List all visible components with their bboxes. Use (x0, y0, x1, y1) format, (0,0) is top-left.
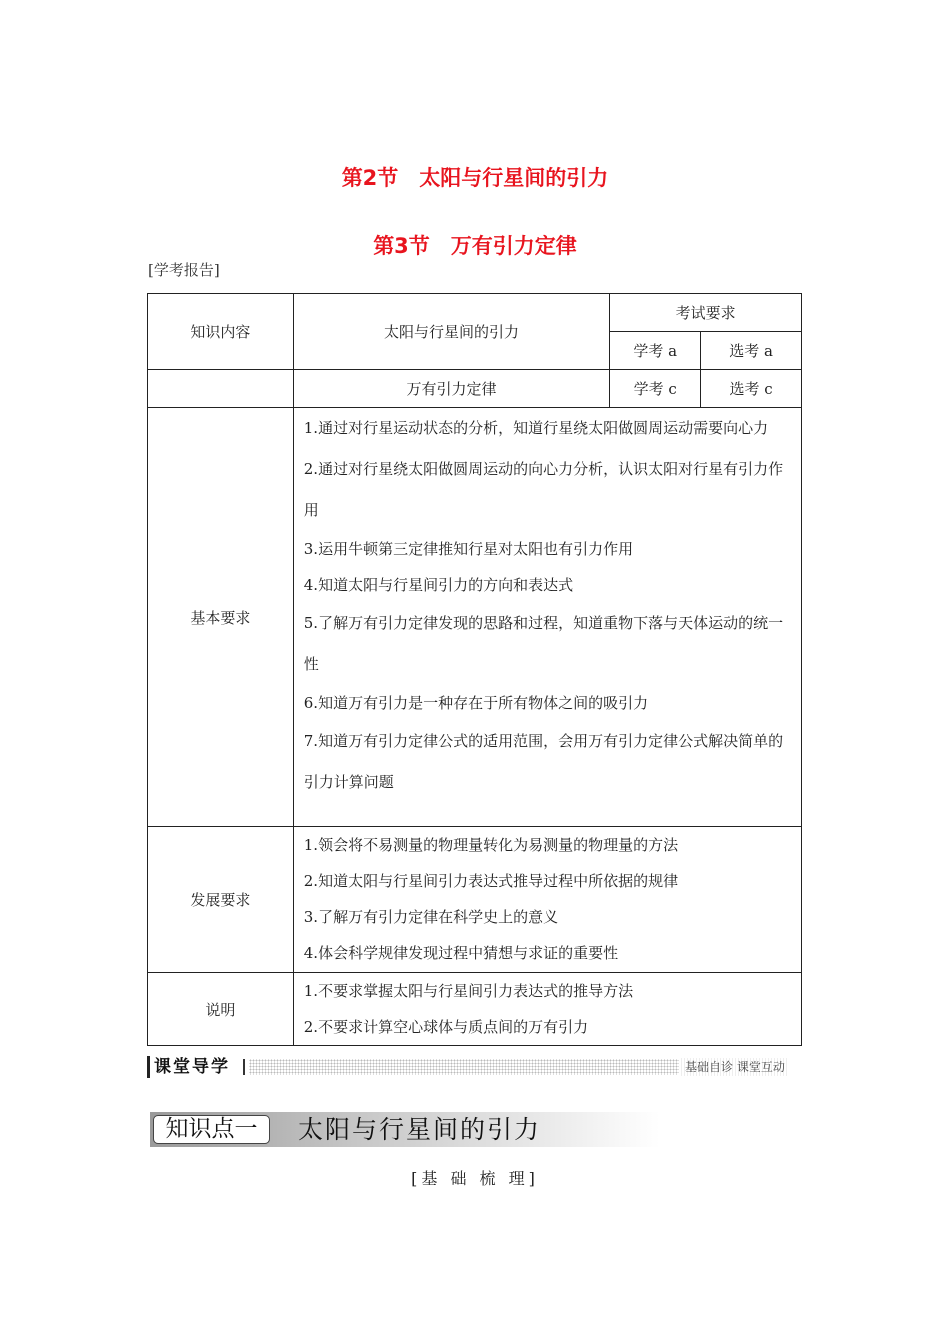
develop-item: 3.了解万有引力定律在科学史上的意义 (303, 908, 559, 926)
section-bar (147, 1056, 817, 1078)
requirements-table (147, 293, 802, 1046)
knowledge-point-name: 太阳与行星间的引力 (298, 1115, 542, 1144)
develop-item: 4.体会科学规律发现过程中猜想与求证的重要性 (303, 944, 619, 962)
develop-label: 发展要求 (148, 827, 294, 973)
xuankao-cell: 选考 a (701, 332, 802, 370)
basic-item: 2.通过对行星绕太阳做圆周运动的向心力分析，认识太阳对行星有引力作用 (303, 460, 784, 519)
note-item: 1.不要求掌握太阳与行星间引力表达式的推导方法 (303, 982, 634, 1000)
basic-item: 4.知道太阳与行星间引力的方向和表达式 (303, 576, 574, 594)
basic-item: 1.通过对行星运动状态的分析，知道行星绕太阳做圆周运动需要向心力 (303, 419, 769, 437)
report-label: [学考报告] (148, 261, 220, 279)
section-bar-dots (249, 1059, 679, 1075)
develop-list (293, 827, 801, 973)
topic-cell: 太阳与行星间的引力 (293, 294, 609, 370)
xuekao-cell: 学考 a (610, 332, 701, 370)
section-bar-divider (243, 1059, 245, 1075)
section-title-2: 第2节 太阳与行星间的引力 (341, 166, 609, 190)
basic-item: 3.运用牛顿第三定律推知行星对太阳也有引力作用 (303, 540, 634, 558)
basic-item: 6.知道万有引力是一种存在于所有物体之间的吸引力 (303, 694, 649, 712)
basic-item: 7.知道万有引力定律公式的适用范围，会用万有引力定律公式解决简单的引力计算问题 (303, 732, 784, 791)
basic-list (293, 408, 801, 827)
xuankao-cell: 选考 c (701, 370, 802, 408)
note-label: 说明 (148, 973, 294, 1046)
knowledge-point-banner (150, 1112, 660, 1147)
basic-item: 5.了解万有引力定律发现的思路和过程，知道重物下落与天体运动的统一性 (303, 614, 784, 673)
section-bar-tags: 基础自诊 课堂互动 (681, 1058, 789, 1076)
section-bar-label: 课堂导学 (147, 1056, 246, 1078)
basic-label: 基本要求 (148, 408, 294, 827)
sub-heading: [基 础 梳 理] (411, 1169, 539, 1188)
section-title-3: 第3节 万有引力定律 (373, 234, 577, 258)
exam-header: 考试要求 (610, 294, 802, 332)
develop-item: 1.领会将不易测量的物理量转化为易测量的物理量的方法 (303, 836, 679, 854)
note-list (293, 973, 801, 1046)
note-item: 2.不要求计算空心球体与质点间的万有引力 (303, 1018, 589, 1036)
develop-item: 2.知道太阳与行星间引力表达式推导过程中所依据的规律 (303, 872, 679, 890)
xuekao-cell: 学考 c (610, 370, 701, 408)
topic-cell: 万有引力定律 (293, 370, 609, 408)
knowledge-point-tag: 知识点一 (153, 1115, 270, 1144)
knowledge-header: 知识内容 (148, 294, 294, 370)
